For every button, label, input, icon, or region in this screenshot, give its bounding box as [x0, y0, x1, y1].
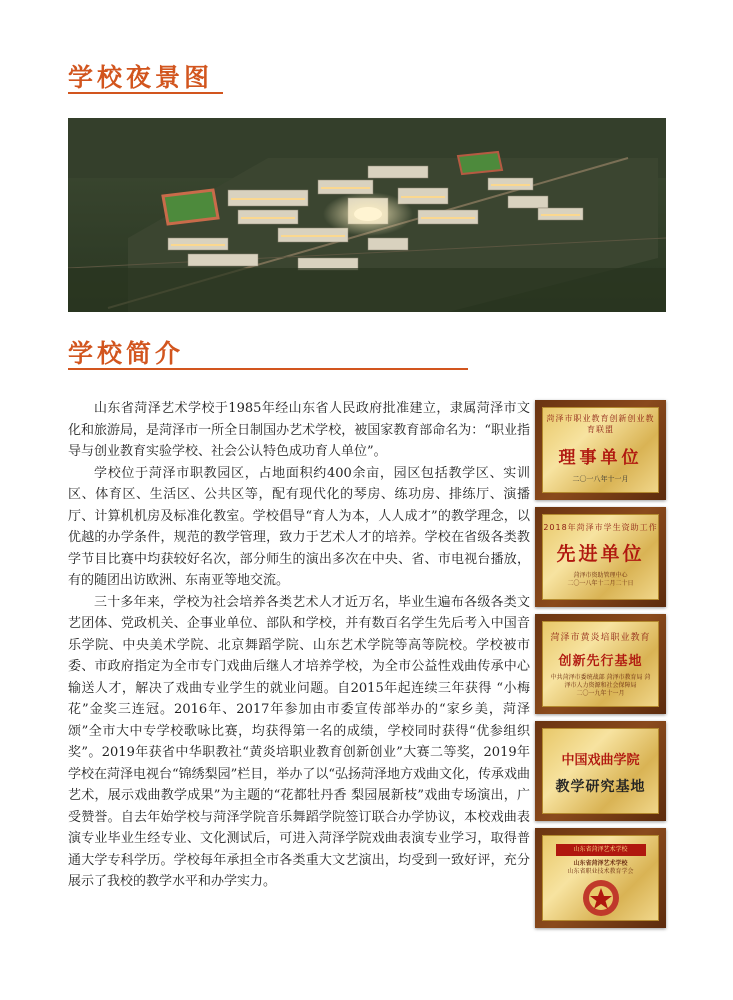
plaque-3-top-text: 菏泽市黄炎培职业教育	[550, 633, 651, 643]
plaque-advanced-unit	[535, 507, 666, 607]
intro-paragraph-1: 山东省菏泽艺术学校于1985年经山东省人民政府批准建立，隶属菏泽市文化和旅游局，是菏泽市一所全日制国办艺术学校，被国家教育部命名为：“职业指导与创业教育实验学校、社会公认特色成功育人单位”。	[68, 401, 530, 459]
plaque-3-date: 二〇一九年十一月	[576, 690, 625, 697]
campus-night-photo	[68, 118, 666, 312]
plaque-innovation-base	[535, 614, 666, 714]
intro-paragraph-2: 学校位于菏泽市职教园区，占地面积约400余亩，园区包括教学区、实训区、体育区、生活区、公共区等，配有现代化的琴房、练功房、排练厅、演播厅、计算机机房及标准化教室。学校倡导“育人为本，人人成才”的教学理念，以优越的办学条件，规范的教学管理，致力于艺术人才的培养。学校在省级各类教学节目比赛中均获较好名次，部分师生的演出多次在中央、省、市电视台播放，有的随团出访欧洲、东南亚等地交流。	[68, 465, 530, 588]
campus-aerial-illustration	[68, 118, 666, 312]
plaque-2-issuer: 菏泽市资助管理中心	[573, 572, 628, 579]
night-view-title-underline	[68, 92, 223, 94]
plaque-1-date: 二〇一八年十一月	[572, 475, 629, 483]
plaque-research-base	[535, 721, 666, 821]
plaque-2-top-text: 2018年菏泽市学生资助工作	[543, 523, 658, 532]
plaque-4-top-text: 中国戏曲学院	[561, 753, 640, 768]
plaque-5-banner: 山东省菏泽艺术学校	[556, 844, 646, 856]
plaque-association	[535, 828, 666, 928]
emblem-icon	[581, 878, 621, 918]
plaque-3-issuer: 中共菏泽市委统战部 菏泽市教育局 菏泽市人力资源和社会保障局	[550, 674, 651, 689]
plaque-5-issuer: 山东省职业技术教育学会	[567, 868, 634, 875]
plaque-2-date: 二〇一八年十二月二十日	[567, 580, 634, 587]
plaque-1-top-text: 菏泽市职业教育创新创业教育联盟	[546, 414, 655, 434]
plaque-4-title: 教学研究基地	[555, 779, 646, 795]
plaque-3-title: 创新先行基地	[558, 654, 643, 669]
intro-text	[68, 398, 530, 893]
intro-title-underline	[68, 368, 468, 370]
intro-title: 学校简介	[68, 339, 185, 368]
plaque-1-title: 理事单位	[558, 448, 643, 468]
plaque-5-title: 山东省菏泽艺术学校	[573, 860, 628, 867]
night-view-title: 学校夜景图	[68, 63, 214, 92]
intro-paragraph-3: 三十多年来，学校为社会培养各类艺术人才近万名，毕业生遍布各级各类文艺团体、党政机关、企事业单位、部队和学校，并有数百名学生先后考入中国音乐学院、中央美术学院、北京舞蹈学院、山东艺术学院等高等院校。学校被市委、市政府指定为全市专门戏曲后继人才培养学校，为全市公益性戏曲传承中心输送人才，解决了戏曲专业学生的就业问题。自2015年起连续三年获得 “小梅花”金奖三连冠。2016年、2017年参加由市委宣传部举办的“家乡美，菏泽颂”全市大中专学校歌咏比赛，均获得第一名的成绩，学校同时获得“优参组织奖”。2019年获省中华职教社“黄炎培职业教育创新创业”大赛二等奖，2019年学校在菏泽电视台“锦绣梨园”栏目，举办了以“弘扬菏泽地方戏曲文化，传承戏曲艺术，展示戏曲教学成果”为主题的“花都牡丹香 梨园展新枝”戏曲专场演出，广受赞誉。自去年始学校与菏泽学院音乐舞蹈学院签订联合办学协议，本校戏曲表演专业毕业生经专业、文化测试后，可进入菏泽学院戏曲表演专业学习，取得普通大学专科学历。学校每年承担全市各类重大文艺演出，均受到一致好评，充分展示了我校的教学水平和办学实力。	[68, 594, 530, 889]
plaque-council-member	[535, 400, 666, 500]
plaque-2-title: 先进单位	[556, 543, 645, 565]
